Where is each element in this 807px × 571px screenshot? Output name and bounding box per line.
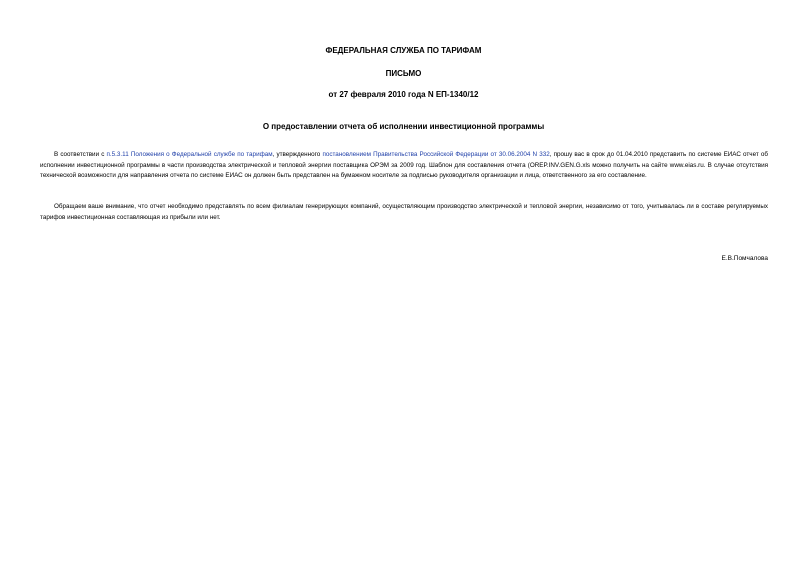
paragraph-1-text-start: В соответствии с bbox=[54, 151, 107, 158]
paragraph-1-text-end: , прошу вас в срок до 01.04.2010 представить по системе ЕИАС отчет об исполнении инвестиционной программы в части производства электрической и тепловой энергии поставщика ОРЭМ за 2009 год. Шаблон для составления отчета (OREP.INV.GEN.G.xls можно получить на сайте www.eias.ru. В случае отсутствия технической возможности для направления отчета по системе ЕИАС он должен быть представлен на бумажном носителе за подписью руководителя организации и лица, ответственного за его составление. bbox=[40, 151, 768, 179]
agency-heading: ФЕДЕРАЛЬНАЯ СЛУЖБА ПО ТАРИФАМ bbox=[325, 46, 482, 55]
paragraph-1-text-middle: , утвержденного bbox=[272, 151, 323, 158]
body-paragraph-1 bbox=[40, 150, 768, 182]
document-type-heading: ПИСЬМО bbox=[385, 69, 422, 78]
signature: Е.В.Помчалова bbox=[721, 255, 768, 262]
document-subject-heading: О предоставлении отчета об исполнении инвестиционной программы bbox=[262, 122, 545, 131]
body-paragraph-2: Обращаем ваше внимание, что отчет необходимо представлять по всем филиалам генерирующих компаний, осуществляющим производство электрической и тепловой энергии, независимо от того, учитывалась ли в составе регулируемых тарифов инвестиционная составляющая из прибыли или нет. bbox=[40, 203, 768, 221]
document-date-heading: от 27 февраля 2010 года N ЕП-1340/12 bbox=[328, 90, 479, 99]
regulation-link[interactable]: п.5.3.11 Положения о Федеральной службе по тарифам bbox=[106, 151, 273, 158]
government-decree-link[interactable]: постановлением Правительства Российской Федерации от 30.06.2004 N 332 bbox=[322, 151, 550, 158]
